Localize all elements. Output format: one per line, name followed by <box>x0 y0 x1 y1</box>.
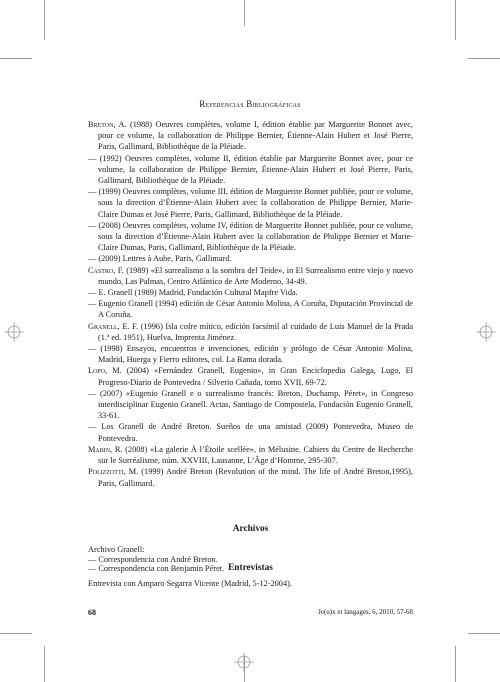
crop-mark <box>455 0 456 40</box>
crop-mark <box>0 633 32 634</box>
reference-text: — Los Granell de André Breton. Sueños de una amistad (2009) Pontevedra, Museo de Pontevedra. <box>88 422 413 443</box>
reference-list <box>88 119 413 489</box>
reference-text: — E. Granell (1989) Madrid, Fundación Cultural Mapfre Vida. <box>88 288 298 298</box>
reference-entry <box>88 119 413 153</box>
reference-text: — Eugenio Granell (1994) edición de César Antonio Molina, A Coruña, Diputación Provincial de A Coruña. <box>88 299 413 320</box>
reference-entry <box>88 265 413 287</box>
title-word-1: Referencias <box>199 99 244 109</box>
reference-entry <box>88 153 413 187</box>
reference-text: — (1998) Ensayos, encuentros e invenciones, edición y prólogo de César Antonio Molina, Madrid, Huerga y Fierro editores, col. La Rama dorada. <box>88 344 413 365</box>
archivos-heading: Archivos <box>232 524 269 534</box>
reference-text: — (2009) Lettres à Aube, Paris, Gallimard. <box>88 254 232 264</box>
crop-mark <box>468 58 500 59</box>
reference-entry <box>88 287 413 298</box>
reference-author: Mabin <box>88 444 111 454</box>
page-title <box>88 99 412 109</box>
archive-intro: Archivo Granell: <box>88 545 145 554</box>
reference-entry <box>88 186 413 220</box>
registration-mark-icon <box>4 322 24 342</box>
reference-entry <box>88 444 413 466</box>
reference-entry <box>88 388 413 422</box>
reference-author: Breton <box>88 120 114 129</box>
page-number: 68 <box>88 608 96 617</box>
reference-entry <box>88 220 413 254</box>
reference-author: Castro <box>88 265 114 275</box>
reference-text: — (1992) Oeuvres complètes, volume II, édition établie par Marguerite Bonnet avec, pour ce volume, la collaboration de Philippe Bernier, Étienne-Alain Hubert et José Pierre, Paris, Gallimard, Bibliothèque de la Pléiade. <box>88 153 413 186</box>
reference-entry <box>88 365 413 387</box>
archive-item: — Correspondencia con Benjamin Péret. <box>88 564 225 573</box>
reference-text: , M. (1999) André Breton (Revolution of the mind. The life of André Breton,1995), Paris, Gallimard. <box>98 467 413 488</box>
reference-text: , M. (2004) «Fernández Granell, Eugenio», in Gran Enciclopedia Galega, Lugo, El Progreso-Diario de Pontevedra / Silverio Cañada, tomo XVII, 69-72. <box>98 366 413 387</box>
reference-entry <box>88 466 413 488</box>
entrevistas-heading: Entrevistas <box>228 563 273 573</box>
reference-author: Polizzotti <box>88 467 124 477</box>
registration-mark-icon <box>234 652 254 672</box>
reference-entry <box>88 321 413 343</box>
crop-mark <box>44 646 45 682</box>
reference-entry <box>88 343 413 365</box>
crop-mark <box>455 646 456 682</box>
reference-text: — (2007) «Eugenio Granell e o surrealismo francés: Breton, Duchamp, Péret», in Congreso interdisciplinar Eugenio Granell. Actas, Santiago de Compostela, Fundación Eugenio Granell, 33-61. <box>88 388 413 421</box>
reference-author: Granell <box>88 321 118 331</box>
reference-text: , R. (2008) «La galerie À l’Étoile scellée», in Mélusine. Cahiers du Centre de Recherche sur le Surréalisme, núm. XXVIII, Lausanne, L’Âge d’Homme, 295-307. <box>98 444 413 466</box>
crop-mark <box>244 0 245 26</box>
title-word-2: Bibliográficas <box>246 99 301 109</box>
reference-text: — (1999) Oeuvres complètes, volume III, édition de Marguerite Bonnet publiée, pour ce volume, sous la direction d’Étienne-Alain Hubert avec la collaboration de Philippe Bernier, Marie-Claire Dumas et José Pierre, Paris, Gallimard, Bibliothèque de la Pléiade. <box>88 187 413 219</box>
reference-text: , E. F. (1996) Isla cofre mítico, edición facsímil al cuidado de Luis Manuel de la Prada (1.ª ed. 1951), Huelva, Imprenta Jiménez. <box>98 321 413 342</box>
reference-entry <box>88 253 413 264</box>
archive-item: — Correspondencia con André Breton. <box>88 554 218 564</box>
reference-text: — (2008) Oeuvres complètes, volume IV, édition de Marguerite Bonnet publiée, pour ce volume, sous la direction d’Étienne-Alain Hubert avec la collaboration de Philippe Bernier et Marie-Claire Dumas, Paris, Gallimard, Bibliothèque de la Pléiade. <box>88 220 413 253</box>
interview-entry: Entrevista con Amparo Segarra Vicente (Madrid, 5-12-2004). <box>88 579 292 588</box>
reference-text: , A. (1988) Oeuvres complètes, volume I, édition établie par Marguerite Bonnet avec, pour ce volume, la collaboration de Philippe Bernier, Étienne-Alain Hubert et José Pierre, Paris, Gallimard, Bibliothèque de la Pléiade. <box>98 120 413 152</box>
crop-mark <box>0 58 32 59</box>
crop-mark <box>468 633 500 634</box>
reference-text: , F. (1989) «El surrealismo a la sombra del Teide», in El Surrealismo entre viejo y nuevo mundo, Las Palmas, Centro Atlántico de Arte Moderno, 34-49. <box>98 265 413 286</box>
registration-mark-icon <box>476 322 496 342</box>
reference-author: Lopo <box>88 366 106 376</box>
crop-mark <box>44 0 45 40</box>
reference-entry <box>88 298 413 320</box>
reference-entry <box>88 421 413 443</box>
journal-citation: Je(u)x et langages, 6, 2010, 57-68 <box>318 608 413 616</box>
